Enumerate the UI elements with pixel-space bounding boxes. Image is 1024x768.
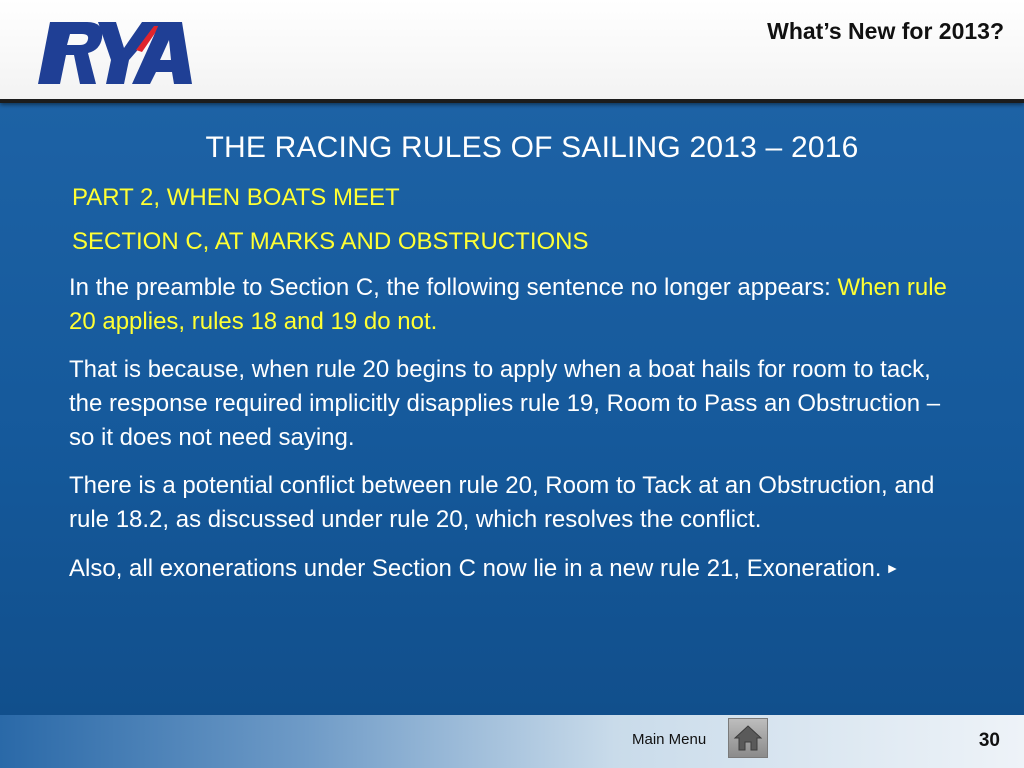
rya-logo [32, 12, 197, 94]
paragraph-preamble [69, 271, 969, 339]
paragraph-exonerations [69, 551, 969, 586]
rya-logo-graphic [32, 12, 197, 94]
section-heading: SECTION C, AT MARKS AND OBSTRUCTIONS [72, 228, 589, 255]
part-heading: PART 2, WHEN BOATS MEET [72, 184, 400, 211]
slide-content [69, 183, 969, 600]
highlighted-quote: When rule 20 applies, rules 18 and 19 do not. [69, 274, 947, 335]
paragraph-explanation [69, 353, 969, 455]
header-title: What’s New for 2013? [767, 18, 1004, 44]
slide-title: THE RACING RULES OF SAILING 2013 – 2016 [205, 131, 859, 164]
paragraph-text: In the preamble to Section C, the following sentence no longer appears: [69, 274, 838, 301]
paragraph-conflict [69, 469, 969, 537]
slide-body [0, 103, 1024, 715]
header-band [0, 0, 1024, 103]
paragraph-text: Also, all exonerations under Section C now lie in a new rule 21, Exoneration. [69, 555, 882, 582]
paragraph-text: There is a potential conflict between rule 20, Room to Tack at an Obstruction, and rule 18.2, as discussed under rule 20, which resolves the conflict. [69, 472, 935, 533]
home-button[interactable] [728, 718, 768, 758]
paragraph-text: That is because, when rule 20 begins to apply when a boat hails for room to tack, the response required implicitly disapplies rule 19, Room to Pass an Obstruction – so it does not need saying. [69, 356, 941, 451]
page-number: 30 [978, 730, 1000, 751]
footer-band [0, 715, 1024, 768]
main-menu-link[interactable]: Main Menu [632, 731, 707, 748]
next-slide-arrow-icon[interactable]: ► [885, 560, 900, 576]
home-icon [733, 724, 763, 752]
